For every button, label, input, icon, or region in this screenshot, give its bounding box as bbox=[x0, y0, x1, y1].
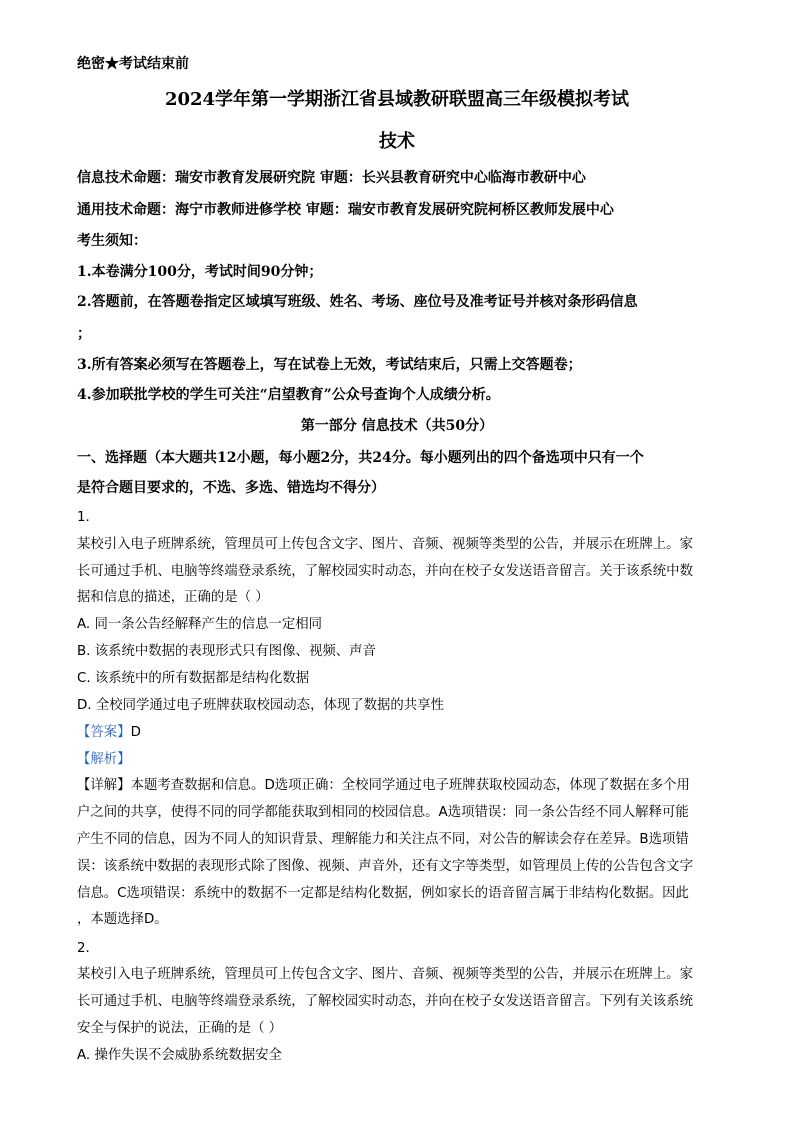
question-number: 2. bbox=[77, 941, 90, 956]
subject-title: 技术 bbox=[379, 131, 415, 152]
question-stem: 某校引入电子班牌系统，管理员可上传包含文字、图片、音频、视频等类型的公告，并展示在班牌上。家 bbox=[77, 537, 693, 552]
option-a: A. 同一条公告经解释产生的信息一定相同 bbox=[77, 617, 323, 632]
answer-line bbox=[77, 723, 141, 743]
detail-text: ，本题选择D。 bbox=[77, 912, 168, 927]
answer-tag: 【答案】 bbox=[77, 725, 131, 740]
info-line: 通用技术命题：海宁市教师进修学校 审题：瑞安市教育发展研究院柯桥区教师发展中心 bbox=[77, 202, 614, 218]
detail-text: 信息。C选项错误：系统中的数据不一定都是结构化数据，例如家长的语音留言属于非结构化数据。因此 bbox=[77, 886, 689, 901]
section-heading: 是符合题目要求的，不选、多选、错选均不得分） bbox=[77, 480, 385, 496]
part-title: 第一部分 信息技术（共50分） bbox=[300, 418, 494, 434]
question-stem: 安全与保护的说法，正确的是（ ） bbox=[77, 1021, 283, 1036]
info-line: 信息技术命题：瑞安市教育发展研究院 审题：长兴县教育研究中心临海市教研中心 bbox=[77, 170, 586, 186]
question-number: 1. bbox=[77, 510, 90, 525]
info-line: 1.本卷满分100分，考试时间90分钟； bbox=[77, 264, 323, 280]
answer-value: D bbox=[130, 725, 141, 740]
detail-line bbox=[77, 776, 690, 796]
detail-text: 产生不同的信息，因为不同人的知识背景、理解能力和关注点不同，对公告的解读会存在差异。B选项错 bbox=[77, 832, 689, 847]
question-stem: 长可通过手机、电脑等终端登录系统，了解校园实时动态，并向在校子女发送语音留言。下列有关该系统 bbox=[77, 994, 693, 1009]
analysis-line bbox=[77, 750, 131, 770]
option-d: D. 全校同学通过电子班牌获取校园动态，体现了数据的共享性 bbox=[77, 698, 444, 713]
secret-label: 绝密★考试结束前 bbox=[77, 56, 189, 72]
detail-tag: 【详解】 bbox=[77, 778, 131, 793]
option-a: A. 操作失误不会威胁系统数据安全 bbox=[77, 1048, 282, 1063]
question-stem: 长可通过手机、电脑等终端登录系统，了解校园实时动态，并向在校子女发送语音留言。关于该系统中数 bbox=[77, 564, 693, 579]
info-line: ； bbox=[77, 326, 91, 342]
info-line: 3.所有答案必须写在答题卷上，写在试卷上无效，考试结束后，只需上交答题卷； bbox=[77, 357, 582, 373]
info-line: 考生须知： bbox=[77, 233, 147, 249]
detail-text: 本题考查数据和信息。D选项正确：全校同学通过电子班牌获取校园动态，体现了数据在多个用 bbox=[130, 778, 690, 793]
detail-text: 误：该系统中数据的表现形式除了图像、视频、声音外，还有文字等类型，如管理员上传的公告包含文字 bbox=[77, 859, 693, 874]
info-line: 4.参加联批学校的学生可关注“启望教育”公众号查询个人成绩分析。 bbox=[77, 387, 500, 403]
detail-text: 户之间的共享，使得不同的同学都能获取到相同的校园信息。A选项错误：同一条公告经不同人解释可能 bbox=[77, 805, 689, 820]
question-stem: 据和信息的描述，正确的是（ ） bbox=[77, 590, 269, 605]
analysis-tag: 【解析】 bbox=[77, 752, 131, 767]
question-stem: 某校引入电子班牌系统，管理员可上传包含文字、图片、音频、视频等类型的公告，并展示在班牌上。家 bbox=[77, 967, 693, 982]
option-c: C. 该系统中的所有数据都是结构化数据 bbox=[77, 671, 310, 686]
exam-title: 2024学年第一学期浙江省县域教研联盟高三年级模拟考试 bbox=[164, 89, 630, 110]
section-heading: 一、选择题（本大题共12小题，每小题2分，共24分。每小题列出的四个备选项中只有一个 bbox=[77, 450, 644, 466]
info-line: 2.答题前，在答题卷指定区域填写班级、姓名、考场、座位号及准考证号并核对条形码信息 bbox=[77, 294, 638, 310]
option-b: B. 该系统中数据的表现形式只有图像、视频、声音 bbox=[77, 644, 376, 659]
